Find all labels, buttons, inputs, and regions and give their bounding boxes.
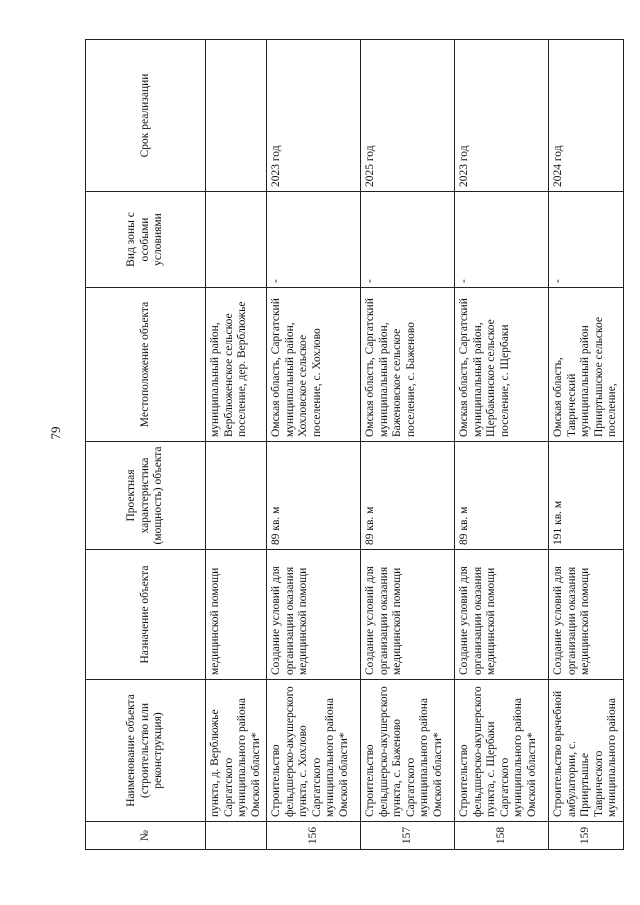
table-row bbox=[549, 40, 624, 850]
cell-name: Строительство фельдшерско-акушерского пункта, с. Хохлово Саргатского муниципального района Омской области* bbox=[267, 680, 361, 822]
cell-zone: - bbox=[549, 192, 624, 288]
cell-characteristic: 89 кв. м bbox=[267, 442, 361, 550]
header-zone: Вид зоны с особыми условиями bbox=[86, 192, 206, 288]
cell-num: 156 bbox=[267, 822, 361, 850]
cell-location: Омская область, Саргатский муниципальный район, Баженовское сельское поселение, с. Баженово bbox=[361, 288, 455, 442]
page-number: 79 bbox=[48, 426, 63, 440]
cell-purpose: Создание условий для организации оказания медицинской помощи bbox=[267, 550, 361, 680]
rotated-table-wrapper bbox=[85, 40, 618, 850]
cell-characteristic: 191 кв. м bbox=[549, 442, 624, 550]
cell-term bbox=[206, 40, 267, 192]
table-row bbox=[455, 40, 549, 850]
header-num: № bbox=[86, 822, 206, 850]
cell-purpose: Создание условий для организации оказания медицинской помощи bbox=[455, 550, 549, 680]
cell-location: Омская область, Таврический муниципальный район Прииртышское сельское поселение, bbox=[549, 288, 624, 442]
cell-name: пункта, д. Верблюжье Саргатского муниципального района Омской области* bbox=[206, 680, 267, 822]
header-purpose: Назначение объекта bbox=[86, 550, 206, 680]
cell-zone bbox=[206, 192, 267, 288]
cell-location: муниципальный район, Верблюженское сельское поселение, дер. Верблюжье bbox=[206, 288, 267, 442]
cell-zone: - bbox=[267, 192, 361, 288]
cell-characteristic: 89 кв. м bbox=[361, 442, 455, 550]
table-row bbox=[361, 40, 455, 850]
cell-characteristic: 89 кв. м bbox=[455, 442, 549, 550]
header-characteristic: Проектная характеристика (мощность) объекта bbox=[86, 442, 206, 550]
cell-name: Строительство фельдшерско-акушерского пункта, с. Баженово Саргатского муниципального района Омской области* bbox=[361, 680, 455, 822]
objects-table bbox=[85, 39, 624, 850]
cell-location: Омская область, Саргатский муниципальный район, Хохловское сельское поселение, с. Хохлово bbox=[267, 288, 361, 442]
cell-term: 2025 год bbox=[361, 40, 455, 192]
cell-characteristic bbox=[206, 442, 267, 550]
cell-location: Омская область, Саргатский муниципальный район, Щербакинское сельское поселение, с. Щербаки bbox=[455, 288, 549, 442]
cell-purpose: Создание условий для организации оказания медицинской помощи bbox=[361, 550, 455, 680]
header-location: Местоположение объекта bbox=[86, 288, 206, 442]
cell-purpose: медицинской помощи bbox=[206, 550, 267, 680]
cell-num: 158 bbox=[455, 822, 549, 850]
table-row bbox=[206, 40, 267, 850]
header-name: Наименование объекта (строительство или реконструкция) bbox=[86, 680, 206, 822]
cell-num: 159 bbox=[549, 822, 624, 850]
cell-zone: - bbox=[455, 192, 549, 288]
cell-num: 157 bbox=[361, 822, 455, 850]
cell-num bbox=[206, 822, 267, 850]
cell-name: Строительство фельдшерско-акушерского пункта, с. Щербаки Саргатского муниципального района Омской области* bbox=[455, 680, 549, 822]
table-row bbox=[267, 40, 361, 850]
cell-term: 2023 год bbox=[267, 40, 361, 192]
cell-term: 2023 год bbox=[455, 40, 549, 192]
header-term: Срок реализации bbox=[86, 40, 206, 192]
cell-purpose: Создание условий для организации оказания медицинской помощи bbox=[549, 550, 624, 680]
table-header-row bbox=[86, 40, 206, 850]
table-stage bbox=[85, 40, 618, 850]
cell-name: Строительство врачебной амбулатории, с. Прииртышье Таврического муниципального района bbox=[549, 680, 624, 822]
cell-term: 2024 год bbox=[549, 40, 624, 192]
cell-zone: - bbox=[361, 192, 455, 288]
